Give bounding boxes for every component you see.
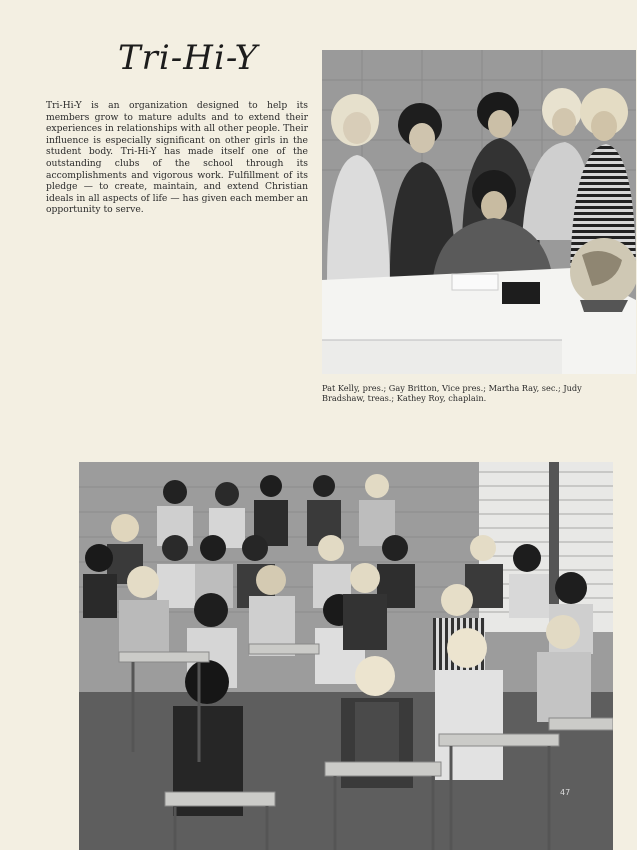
page-title: Tri-Hi-Y	[118, 38, 259, 78]
officers-caption: Pat Kelly, pres.; Gay Britton, Vice pres.; Martha Ray, sec.; Judy Bradshaw, treas.; Kathey Roy, chaplain.	[322, 383, 582, 404]
intro-paragraph: Tri-Hi-Y is an organization designed to help its members grow to mature adults and to extend their experiences in relationships with all other people. Their influence is especially significant on other girls in the student body. Tri-Hi-Y has made itself one of the outstanding clubs of the school through its accomplishments and vigorous work. Fulfillment of its pledge — to create, maintain, and extend Christian ideals in all aspects of life — has given each member an opportunity to serve.	[46, 100, 308, 216]
members-group-photo	[79, 462, 613, 850]
page-number: 47	[560, 788, 571, 797]
officers-photo	[322, 50, 636, 374]
